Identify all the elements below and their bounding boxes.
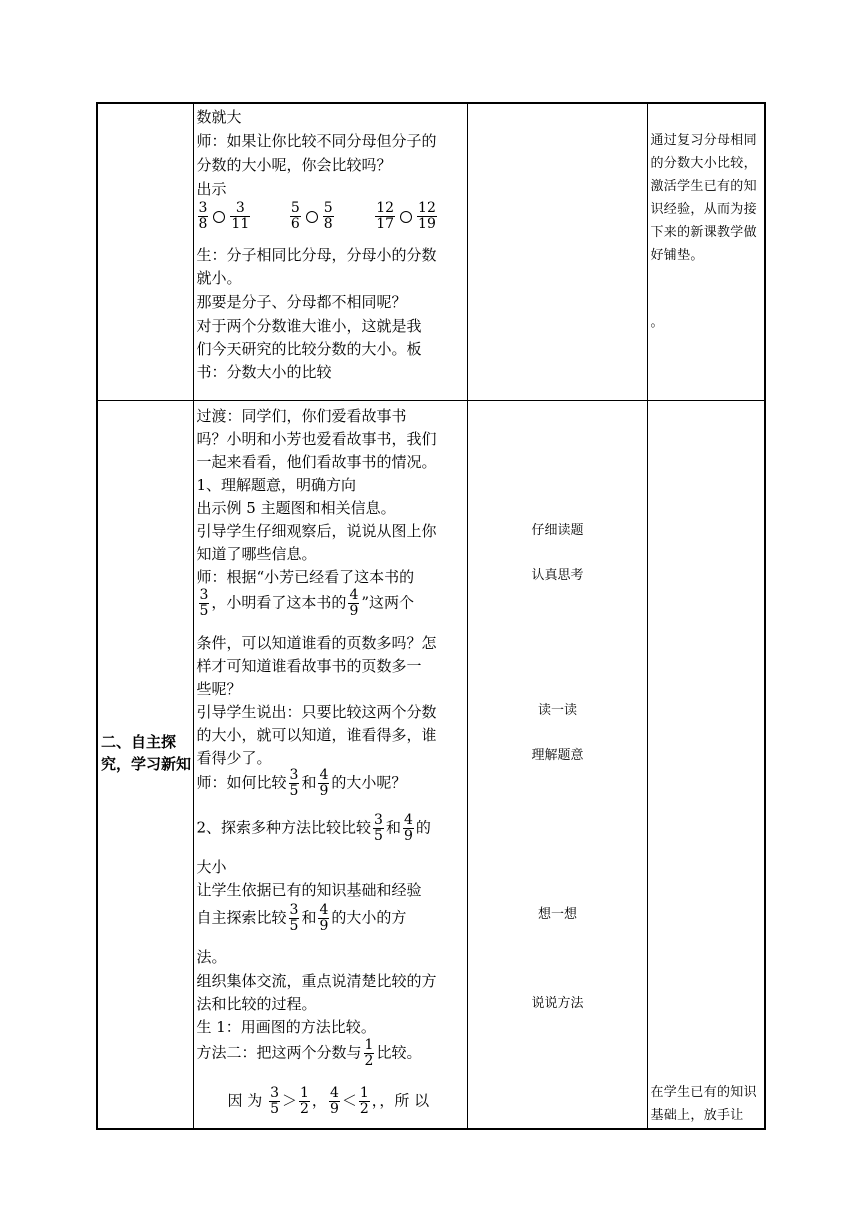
design-intent-cell [647,103,765,401]
text-line: 引导学生仔细观察后，说说从图上你 [196,522,437,540]
text-line: 让学生依据已有的知识基础和经验 [196,881,422,899]
student-activity-cell [467,103,647,401]
fraction: $\frac{1}{2}$ [359,1085,369,1117]
fraction: $\frac{3}{8}$ [198,200,208,232]
text-line: 师：根据“小芳已经看了这本书的 [196,568,415,586]
teaching-content-cell [193,103,467,401]
text-line: 的大小，就可以知道，谁看得多，谁 [196,726,437,744]
fraction: $\frac{4}{9}$ [403,812,413,844]
text-line: 样才可知道谁看故事书的页数多一 [196,657,422,675]
design-note: 通过复习分母相同的分数大小比较，激活学生已有的知识经验，从而为接下来的新课教学做好铺垫。 [650,133,757,263]
text-line: 对于两个分数谁大谁小，这就是我 [196,317,422,335]
fraction: $\frac{3}{5}$ [289,767,299,799]
table-row [97,103,765,401]
text-line: 书：分数大小的比较 [196,363,332,381]
text-line: 些呢？ [196,680,242,698]
fraction: $\frac{3}{5}$ [374,812,383,844]
text-line-with-fractions: $\frac{3}{5}$ ，小明看了这本书的 $\frac{4}{9}$ ”这两个 [199,587,415,619]
text-line-with-fractions: 因 为 $\frac{3}{5}$ ＞ $\frac{1}{2}$ ， $\frac{4}{9}$ ＜ $\frac{1}{2}$ ，，所 以 [227,1085,430,1117]
fraction: $\frac{12}{17}$ [376,200,395,232]
student-activity: 说说方法 [531,996,584,1011]
section-cell [97,401,193,1130]
text-line: 1、理解题意，明确方向 [196,476,357,494]
fraction: $\frac{5}{6}$ [290,200,300,232]
text-line: 法和比较的过程。 [196,995,317,1013]
compare-circle-icon [306,211,318,223]
student-activity: 认真思考 [531,568,584,583]
text-line: 师：如果让你比较不同分母但分子的 [196,132,437,150]
text-line-with-fractions: 2、探索多种方法比较比较 $\frac{3}{5}$ 和 $\frac{4}{9}$ 的 [196,812,431,844]
teaching-content-cell [193,401,467,1130]
section-cell [97,103,193,401]
text-line: 吗？小明和小芳也爱看故事书，我们 [196,430,437,448]
text-line: 引导学生说出：只要比较这两个分数 [196,703,437,721]
text-line-with-fractions: 自主探索比较 $\frac{3}{5}$ 和 $\frac{4}{9}$ 的大小的方 [196,902,407,934]
text-line: 分数的大小呢，你会比较吗？ [196,156,392,174]
text-line-with-fractions: 方法二：把这两个分数与 $\frac{1}{2}$ 比较。 [196,1037,422,1069]
fraction: $\frac{4}{9}$ [319,767,329,799]
fraction-comparisons [196,201,439,232]
fraction: $\frac{3}{5}$ [199,587,209,619]
text-line: 过渡：同学们，你们爱看故事书 [196,407,407,425]
text-line: 一起来看看，他们看故事书的情况。 [196,453,437,471]
text-line: 知道了哪些信息。 [196,545,317,563]
section-title: 二、自主探究，学习新知 [101,733,192,773]
text-line: 生：分子相同比分母，分母小的分数 [196,246,437,264]
text-line: 组织集体交流，重点说清楚比较的方 [196,972,437,990]
text-line: 出示例 5 主题图和相关信息。 [196,499,396,517]
student-activity-cell [467,401,647,1130]
student-activity: 仔细读题 [531,523,584,538]
student-activity: 读一读 [537,703,577,718]
fraction: $\frac{4}{9}$ [319,902,329,934]
design-note: 在学生已有的知识基础上，放手让 [650,1085,757,1123]
fraction: $\frac{5}{8}$ [323,200,333,232]
text-line: 法。 [196,948,227,966]
compare-circle-icon [213,211,225,223]
compare-circle-icon [400,211,412,223]
fraction: $\frac{1}{2}$ [364,1037,374,1069]
lesson-plan-table [96,102,766,1130]
text-line: 数就大 [196,108,242,126]
text-line-with-fractions: 师：如何比较 $\frac{3}{5}$ 和 $\frac{4}{9}$ 的大小呢？ [196,767,407,799]
table-row [97,401,765,1130]
text-line: 出示 [196,180,227,198]
text-line: 那要是分子、分母都不相同呢？ [196,293,407,311]
fraction: $\frac{12}{19}$ [418,200,436,232]
fraction: $\frac{3}{5}$ [289,902,299,934]
design-note-tail: 。 [650,315,664,330]
text-line: 大小 [196,858,227,876]
fraction: $\frac{3}{5}$ [270,1085,279,1117]
fraction: $\frac{4}{9}$ [349,587,359,619]
fraction: $\frac{1}{2}$ [300,1085,309,1117]
text-line: 看得少了。 [196,749,272,767]
text-line: 生 1：用画图的方法比较。 [196,1018,376,1036]
fraction: $\frac{3}{11}$ [231,200,250,232]
design-intent-cell [647,401,765,1130]
text-line: 们今天研究的比较分数的大小。板 [196,340,422,358]
student-activity: 想一想 [537,907,577,922]
student-activity: 理解题意 [531,748,584,763]
text-line: 就小。 [196,269,242,287]
text-line: 条件，可以知道谁看的页数多吗？怎 [196,634,437,652]
fraction: $\frac{4}{9}$ [329,1085,339,1117]
